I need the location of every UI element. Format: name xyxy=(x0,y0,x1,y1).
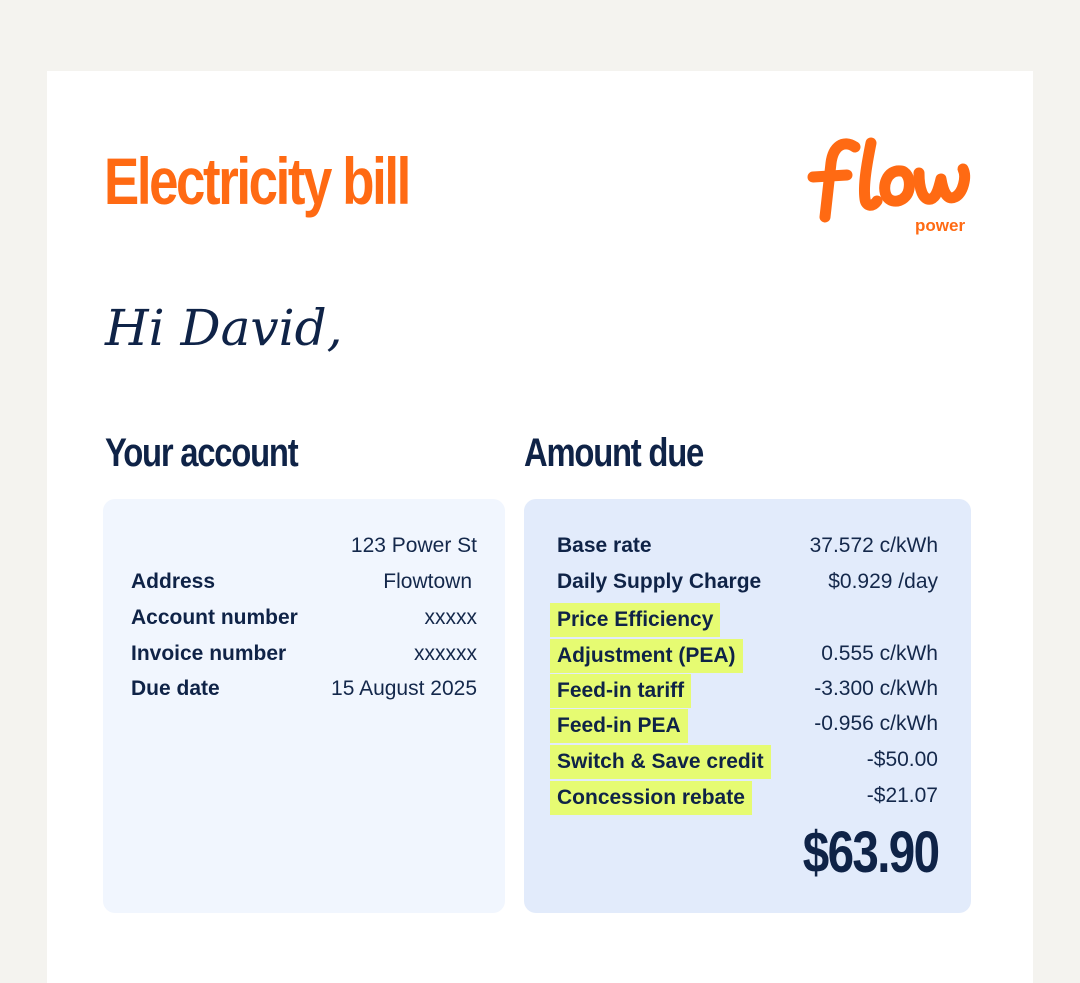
due-date-row xyxy=(103,674,505,704)
charge-label: Price Efficiency xyxy=(550,603,720,637)
charge-label: Concession rebate xyxy=(550,781,752,815)
charge-label-highlight xyxy=(557,781,752,815)
charge-row xyxy=(524,567,971,597)
charge-row xyxy=(524,531,971,561)
charge-row xyxy=(524,639,971,669)
charge-row xyxy=(524,781,971,811)
address-line1-row xyxy=(103,531,505,561)
bill-sheet xyxy=(47,71,1033,983)
charge-label-highlight xyxy=(557,603,720,637)
charge-value: 37.572 c/kWh xyxy=(809,534,938,557)
due-date: 15 August 2025 xyxy=(331,677,477,700)
charge-label: Switch & Save credit xyxy=(550,745,771,779)
charge-value: 0.555 c/kWh xyxy=(821,642,938,665)
account-card xyxy=(103,499,505,913)
invoice-number: xxxxxx xyxy=(414,642,477,665)
charge-label-highlight xyxy=(557,745,771,779)
account-number: xxxxx xyxy=(424,606,477,629)
charge-row xyxy=(524,674,971,704)
charge-row xyxy=(524,709,971,739)
charge-label: Feed-in tariff xyxy=(550,674,691,708)
charge-label-highlight xyxy=(557,639,743,673)
charge-value: -0.956 c/kWh xyxy=(814,712,938,735)
total-amount: $63.90 xyxy=(802,820,938,885)
account-number-row xyxy=(103,603,505,633)
address-label: Address xyxy=(131,570,216,593)
charge-label-highlight xyxy=(557,674,691,708)
charge-label-highlight xyxy=(557,709,688,743)
charge-label: Feed-in PEA xyxy=(550,709,688,743)
charge-value: -$21.07 xyxy=(866,784,938,807)
charge-label: Base rate xyxy=(557,534,652,557)
logo-subtext: power xyxy=(915,216,966,235)
charge-row xyxy=(524,603,971,633)
address-line1: 123 Power St xyxy=(350,534,477,557)
greeting: Hi David, xyxy=(105,299,343,357)
address-line2: Flowtown xyxy=(383,570,472,593)
charge-label: Daily Supply Charge xyxy=(557,570,762,593)
amount-due-card xyxy=(524,499,971,913)
invoice-number-label: Invoice number xyxy=(131,642,287,665)
charge-value: -$50.00 xyxy=(866,748,938,771)
charge-value: -3.300 c/kWh xyxy=(814,677,938,700)
flow-logo-icon xyxy=(807,133,977,237)
bill-title: Electricity bill xyxy=(104,144,409,218)
flow-power-logo xyxy=(807,133,977,237)
address-row xyxy=(103,567,505,597)
charge-label: Adjustment (PEA) xyxy=(550,639,743,673)
charge-row xyxy=(524,745,971,775)
invoice-number-row xyxy=(103,639,505,669)
amount-due-heading: Amount due xyxy=(524,431,704,475)
your-account-heading: Your account xyxy=(105,431,298,475)
due-date-label: Due date xyxy=(131,677,220,700)
charge-value: $0.929 /day xyxy=(828,570,938,593)
account-number-label: Account number xyxy=(131,606,298,629)
